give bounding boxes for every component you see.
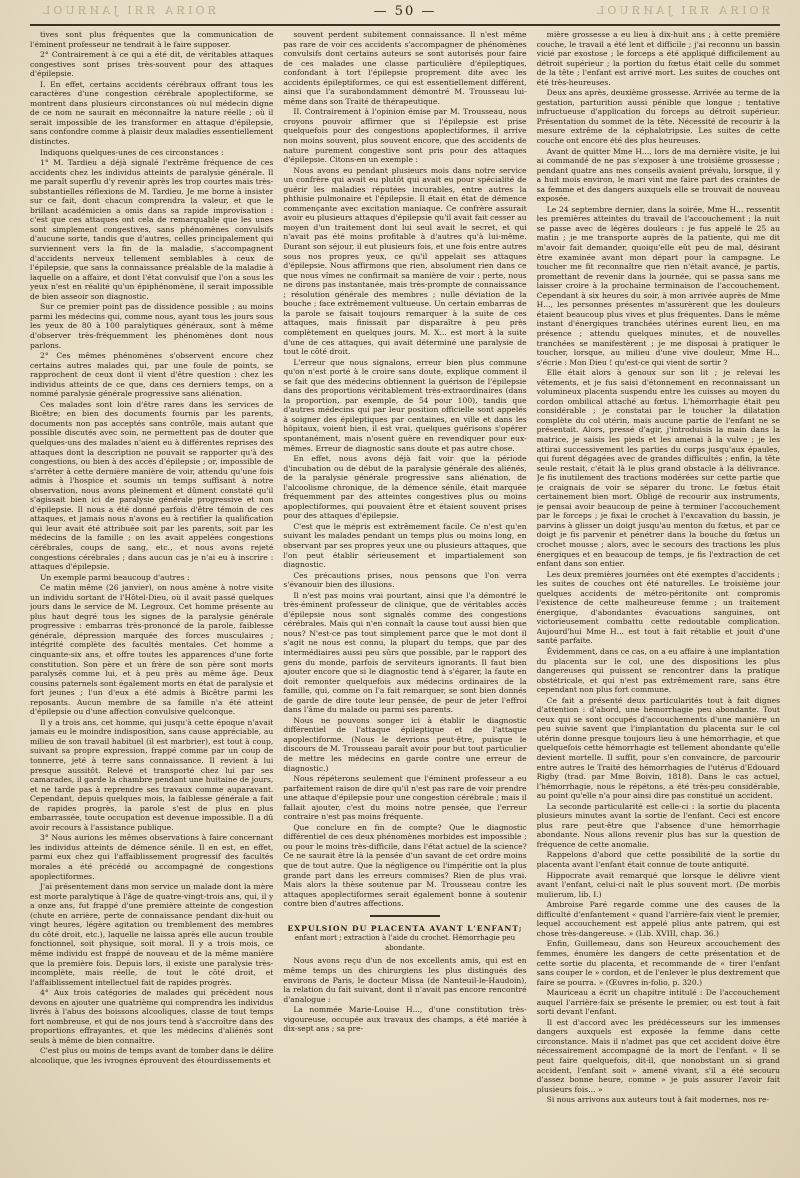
paragraph: tives sont plus fréquentes que la communication de l'éminent professeur ne tendrait à le faire supposer. bbox=[30, 30, 274, 49]
paragraph: Mauriceau a écrit un chapitre intitulé : De l'accouchement auquel l'arrière-faix se présente le premier, ou est tout à fait sorti devant l'enfant. bbox=[536, 988, 780, 1017]
paragraph: mière grossesse a eu lieu à dix-huit ans ; à cette première couche, le travail a été lent et difficile ; j'ai reconnu un bassin vicié par exostose ; le forceps a été appliqué difficilement au détroit supérieur ; la portion du fœtus était celle du sommet de la tête ; l'enfant est arrivé mort. Les suites de couches ont été très-heureuses. bbox=[536, 30, 780, 87]
paragraph: Sur ce premier point pas de dissidence possible ; au moins parmi les médecins qui, comme nous, ayant tous les jours sous les yeux de 80 à 100 paralytiques généraux, sont à même d'observer très-fréquemment les phénomènes dont nous parlons. bbox=[30, 302, 274, 350]
paragraph: Elle était alors à genoux sur son lit ; je relevai les vêtements, et je fus saisi d'étonnement en reconnaissant un volumineux placenta suspendu entre les cuisses au moyen du cordon ombilical attaché au fœtus. L'hémorrhagie était peu considérable ; je constatai par le toucher la dilatation complète du col utérin, mais aucune partie de l'enfant ne se présentait. Alors, pressé d'agir, j'introduisis la main dans la matrice, je saisis les pieds et les amenai à la vulve ; je les attirai successivement les parties du corps jusqu'aux épaules, qui furent dégagées avec de grandes difficultés ; enfin, la tête seule restait, c'était là le plus grand obstacle à la délivrance. Je fis inutilement des tractions modérées sur cette partie que je craignais de voir se séparer du tronc. Le fœtus était certainement bien mort. Obligé de recourir aux instruments, je pensai avoir beaucoup de peine à terminer l'accouchement par le forceps ; je fixai le crochet à l'excavation du bassin, je parvins à glisser un doigt jusqu'au menton du fœtus, et par ce doigt je fis parvenir et pénétrer dans la bouche du fœtus un crochet mousse ; alors, avec le secours des tractions les plus énergiques et en beaucoup de temps, je fis l'extraction de cet enfant dans son entier. bbox=[536, 368, 780, 569]
paragraph: 2° Contrairement à ce qui a été dit, de véritables attaques congestives sont prises très-souvent pour des attaques d'épilepsie. bbox=[30, 50, 274, 79]
bleed-through-text-left: ЯОІЯА ЯЯІ ЈАИЯUOL bbox=[40, 4, 217, 17]
column-right bbox=[537, 30, 780, 1170]
paragraph: 3° Nous aurions les mêmes observations à faire concernant les individus atteints de démence sénile. Il en est, en effet, parmi eux chez qui l'affaiblissement progressif des facultés morales a été précédé ou accompagné de congestions apoplectiformes. bbox=[30, 833, 274, 881]
section-title: EXPULSION DU PLACENTA AVANT L'ENFANT; bbox=[287, 923, 523, 933]
paragraph: Ambroise Paré regarde comme une des causes de la difficulté d'enfantement « quand l'arrière-faix vient le premier, lequel accouchement est appelé plius ante patrem, qui est chose très-dangereuse. » (Lib. XVIII, chap. 36.) bbox=[536, 900, 780, 938]
paragraph: Hippocrate avait remarqué que lorsque le délivre vient avant l'enfant, celui-ci naît le plus souvent mort. (De morbis mulierum, lib. I.) bbox=[536, 870, 780, 899]
paragraph: Ces malades sont loin d'être rares dans les services de Bicêtre; en bien des documents fournis par les parents, documents non pas acceptés sans contrôle, mais autant que possible discutés avec soin, ne permettent pas de douter que quelques-uns des malades n'aient eu à différentes reprises des attaques dont la description ne pouvait se rapporter qu'à des congestions, ou bien à des accès d'épilepsie ; or, impossible de s'arrêter à cette dernière manière de voir, attendu qu'une fois admis à l'hospice et soumis un temps suffisant à notre observation, nous avons pleinement et dûment constaté qu'il s'agissait bien ici de paralysie générale progressive et non d'épilepsie. Il nous a été donné parfois d'être témoin de ces attaques, et jamais nous n'avons eu à rectifier la qualification qui leur avait été attribuée soit par les parents, soit par les médecins de la famille ; on les avait appelées congestions cérébrales, coups de sang, etc., et nous avons rejeté congestions cérébrales ; dans aucun cas je n'ai eu à inscrire : attaques d'épilepsie. bbox=[30, 399, 274, 572]
paragraph: Les deux premières journées ont été exemptes d'accidents ; les suites de couches ont été naturelles. Le troisième jour quelques accidents de métro-péritonite ont compromis l'existence de cette malheureuse femme ; un traitement énergique, d'abondantes évacuations sanguines, ont victorieusement combattu cette redoutable complication. Aujourd'hui Mme H... est tout à fait rétablie et jouit d'une santé parfaite. bbox=[536, 569, 780, 646]
paragraph: Il y a trois ans, cet homme, qui jusqu'à cette époque n'avait jamais eu le moindre indisposition, sans cause appréciable, au milieu de son travail habituel (il est marbrier), est tout à coup, suivant sa propre expression, frappé comme par un coup de tonnerre, jeté à terre sans connaissance. Il revient à lui presque aussitôt. Relevé et transporté chez lui par ses camarades, il garde la chambre pendant une huitaine de jours, et ne tarde pas à reprendre ses travaux comme auparavant. Cependant, depuis quelques mois, la faiblesse générale a fait de rapides progrès, la parole s'est de plus en plus embarrassée, toute occupation est devenue impossible. Il a dû avoir recours à l'assistance publique. bbox=[30, 717, 274, 832]
paragraph: Indiquons quelques-unes de ces circonstances : bbox=[40, 147, 224, 157]
paragraph: Nous répéterons seulement que l'éminent professeur a eu parfaitement raison de dire qu'il n'est pas rare de voir prendre une attaque d'épilepsie pour une congestion cérébrale ; mais il fallait ajouter, c'est du moins notre pensée, que l'erreur contraire n'est pas moins fréquente. bbox=[283, 774, 527, 822]
header-rule bbox=[30, 24, 780, 26]
paragraph: Deux ans après, deuxième grossesse. Arrivée au terme de la gestation, parturition aussi pénible que longue ; tentative infructueuse d'application du forceps au détroit supérieur. Présentation du sommet de la tête. Nécessité de recourir à la mesure extrême de la céphalotripsie. Les suites de cette couche ont encore été des plus heureuses. bbox=[536, 88, 780, 146]
paragraph: 1° M. Tardieu a déjà signalé l'extrême fréquence de ces accidents chez les individus atteints de paralysie générale. Il me paraît superflu d'y revenir après les trop courtes mais très-substantielles réflexions de M. Tardieu. Je me borne à insister sur ce fait, dont chacun comprendra la valeur, et que le brillant académicien a omis dans sa rapide improvisation : c'est que ces attaques ont cela de remarquable que les unes sont simplement congestives, sans phénomènes convulsifs d'aucune sorte, tandis que d'autres, celles principalement qui surviennent vers la fin de la maladie, s'accompagnent d'accidents nerveux tellement semblables à ceux de l'épilepsie, que sans la connaissance préalable de la maladie à laquelle on a affaire, et dont l'état convulsif que l'on a sous les yeux n'est en réalité qu'un épiphénomène, il serait impossible de bien asseoir son diagnostic. bbox=[30, 158, 274, 301]
paragraph: I. En effet, certains accidents cérébraux offrant tous les caractères d'une congestion cérébrale apoplectiforme, se montrent dans plusieurs circonstances où nul médecin digne de ce nom ne saurait en méconnaître la nature réelle ; où il serait impossible de les transformer en attaque d'épilepsie, sans confondre comme à plaisir deux maladies essentiellement distinctes. bbox=[30, 79, 274, 147]
column-left bbox=[30, 30, 273, 1170]
paragraph: J'ai présentement dans mon service un malade dont la mère est morte paralytique à l'âge de quatre-vingt-trois ans, qui, il y a onze ans, fut frappé d'une première atteinte de congestion (chute en arrière, perte de connaissance pendant dix-huit ou vingt heures, légère agitation ou tremblement des membres du côté droit, etc.), laquelle ne laissa après elle aucun trouble fonctionnel, soit physique, soit moral. Il y a trois mois, ce même individu est frappé de nouveau et de la même manière que la première fois. Depuis lors, il existe une paralysie très-incomplète, mais réelle, de tout le côté droit, et l'affaiblissement intellectuel fait de rapides progrès. bbox=[30, 882, 274, 987]
paragraph: La seconde particularité est celle-ci : la sortie du placenta plusieurs minutes avant la sortie de l'enfant. Ceci est encore plus rare peut-être que l'absence d'une hémorrhagie abondante. Nous allons revenir plus bas sur la question de fréquence de cette anomalie. bbox=[536, 801, 780, 849]
paragraph: Rappelons d'abord que cette possibilité de la sortie du placenta avant l'enfant était connue de toute antiquité. bbox=[536, 850, 780, 870]
paragraph: C'est que le mépris est extrêmement facile. Ce n'est qu'en suivant les malades pendant un temps plus ou moins long, en observant par ses propres yeux une ou plusieurs attaques, que l'on peut établir sérieusement et impartialement son diagnostic. bbox=[283, 521, 527, 570]
paragraph: Il n'est pas moins vrai pourtant, ainsi que l'a démontré le très-éminent professeur de clinique, que de véritables accès d'épilepsie nous sont signalés comme des congestions cérébrales. Mais qui n'en connaît la cause tout aussi bien que nous? N'est-ce pas tout simplement parce que le mot dont il s'agit ne nous est connu, la plupart du temps, que par des intermédiaires aussi peu sûrs que possible, par le rapport des gens du monde, parfois de serviteurs ignorants. Il faut bien ajouter encore que si le diagnostic tend à s'égarer, la faute en doit remonter quelquefois aux médecins ordinaires de la famille, qui, comme on l'a fait remarquer, se sont bien donnés de garde de dire toute leur pensée, de peur de jeter l'effroi dans l'âme du malade ou parmi ses parents. bbox=[283, 590, 527, 715]
paragraph: Évidemment, dans ce cas, on a eu affaire à une implantation du placenta sur le col, une des dispositions les plus dangereuses qui puissent se rencontrer dans la pratique obstétricale, et qui n'est pas extrêmement rare, sans être cependant non plus fort commune. bbox=[536, 647, 780, 695]
paragraph: Que conclure en fin de compte? Que le diagnostic différentiel de ces deux phénomènes morbides est impossible ; ou pour le moins très-difficile, dans l'état actuel de la science? Ce ne saurait être là la pensée d'un savant de cet ordre moins que de tout autre. Que la négligence ou l'impéritie ont la plus grande part dans les erreurs commises? Rien de plus vrai. Mais alors la thèse soutenue par M. Trousseau contre les attaques apoplectiformes serait également bonne à soutenir contre bien d'autres affections. bbox=[283, 822, 527, 909]
page-header bbox=[30, 4, 780, 26]
paragraph: Si nous arrivons aux auteurs tout à fait modernes, nos re- bbox=[546, 1095, 770, 1105]
paragraph: En effet, nous avons déjà fait voir que la période d'incubation ou de début de la paralysie générale des aliénés, de la paralysie générale progressive sans aliénation, de l'alcoolisme chronique, de la démence sénile, était marquée fréquemment par des atteintes congestives plus ou moins apoplectiformes, qui pouvaient être et étaient souvent prises pour des attaques d'épilepsie. bbox=[283, 454, 527, 521]
paragraph: Le 24 septembre dernier, dans la soirée, Mme H... ressentit les premières atteintes du travail de l'accouchement ; la nuit se passe avec de légères douleurs : je fus appelé le 25 au matin ; je me transporte auprès de la patiente, qui me dit m'avoir fait demander, quoiqu'elle eût peu de mal, désirant être examinée avant mon départ pour la campagne. Le toucher me fit reconnaître que rien n'était avancé, je partis, promettant de revenir dans la journée, qui se passa sans me laisser croire à la prochaine terminaison de l'accouchement. Cependant à six heures du soir, à mon arrivée auprès de Mme H..., les personnes présentes m'assurèrent que les douleurs étaient beaucoup plus vives et plus fréquentes. Dans le même instant d'énergiques tranchées utérines eurent lieu, en ma présence ; attendu quelques minutes, et de nouvelles tranchées se manifestèrent ; je me disposai à pratiquer le toucher, lorsque, au milieu d'une vive douleur, Mme H... s'écrie : Mon Dieu ! qu'est-ce qui vient de sortir ? bbox=[536, 204, 780, 367]
paragraph: Un exemple parmi beaucoup d'autres : bbox=[40, 572, 190, 582]
paragraph: Enfin, Guillemeau, dans son Heureux accouchement des femmes, énumère les dangers de cette présentation et de cette sortie du placenta, et recommande de « tirer l'enfant sans couper le » cordon, et de l'enlever le plus dextrement que faire se pourra. » (Œuvres in-folio, p. 320.) bbox=[536, 939, 780, 987]
paragraph: Ce fait a présenté deux particularités tout à fait dignes d'attention : d'abord, une hémorrhagie peu abondante. Tout ceux qui se sont occupés d'accouchements d'une manière un peu suivie savent que l'implantation du placenta sur le col utérin donne presque toujours lieu à une hémorrhagie, et que quelquefois cette hémorrhagie est tellement abondante qu'elle devient mortelle. Il suffit, pour s'en convaincre, de parcourir entre autres le Traité des hémorrhagies de l'utérus d'Edouard Rigby (trad. par Mme Boivin, 1818). Dans le cas actuel, l'hémorrhagie, nous le répétons, a été très-peu considérable, au point qu'elle n'a pour ainsi dire pas constitué un accident. bbox=[536, 695, 780, 801]
paragraph: C'est plus ou moins de temps avant de tomber dans le délire alcoolique, que les ivrognes éprouvent des étourdissements et bbox=[30, 1046, 274, 1065]
paragraph: 4° Aux trois catégories de malades qui précèdent nous devons en ajouter une quatrième qui comprendra les individus livrés à l'abus des boissons alcooliques, classe de tout temps fort nombreuse, et qui de nos jours tend à s'accroître dans des proportions effrayantes, et que les médecins d'aliénés sont seuls à même de bien connaître. bbox=[30, 988, 274, 1045]
section-divider bbox=[283, 912, 526, 920]
column-middle bbox=[283, 30, 526, 1170]
paragraph: souvent perdent subitement connaissance. Il n'est même pas rare de voir ces accidents s'accompagner de phénomènes convulsifs dont certains auteurs se sont autorisés pour faire de ces malades une classe particulière d'épileptiques, confondant à tort l'épilepsie proprement dite avec les accidents épileptiformes, ce qui est essentiellement différent, ainsi que l'a surabondamment démontré M. Trousseau lui-même dans son Traité de thérapeutique. bbox=[283, 30, 527, 106]
page-number: — 50 — bbox=[373, 4, 437, 19]
paragraph: II. Contrairement à l'opinion émise par M. Trousseau, nous croyons pouvoir affirmer que si l'épilepsie est prise quelquefois pour des congestions apoplectiformes, il arrive non moins souvent, plus souvent encore, que des accidents de nature purement congestive sont pris pour des attaques d'épilepsie. Citons-en un exemple : bbox=[283, 107, 527, 165]
text-columns bbox=[30, 30, 780, 1170]
paragraph: L'erreur que nous signalons, erreur bien plus commune qu'on n'est porté à le croire sans doute, explique comment il se fait que des médecins obtiennent la guérison de l'épilepsie dans des proportions véritablement très-extraordinaires (dans la proportion, par exemple, de 54 pour 100), tandis que d'autres médecins qui par leur position officielle sont appelés à soigner des épileptiques par centaines, en ville et dans les hôpitaux, voient bien, il est vrai, quelques guérisons s'opérer spontanément, mais n'osent guère en revendiquer pour eux-mêmes. Erreur de diagnostic sans doute et pas autre chose. bbox=[283, 357, 527, 453]
paragraph: Il est d'accord avec les prédécesseurs sur les immenses dangers auxquels est exposée la femme dans cette circonstance. Mais il n'admet pas que cet accident doive être nécessairement accompagné de la mort de l'enfant. « Il se peut faire quelquefois, dit-il, que nonobstant un si grand accident, l'enfant soit » amené vivant, s'il a été secouru d'assez bonne heure, comme » je puis assurer l'avoir fait plusieurs fois... » bbox=[536, 1017, 780, 1094]
paragraph: Ce matin même (26 janvier), on nous amène à notre visite un individu sortant de l'Hôtel-Dieu, où il avait passé quelques jours dans le service de M. Legroux. Cet homme présente au plus haut degré tous les signes de la paralysie générale progressive : embarras très-prononcé de la parole, faiblesse générale, dépression marquée des forces musculaires ; intégrité complète des facultés mentales. Cet homme a cinquante-six ans, et offre toutes les apparences d'une forte constitution. Son père et un frère de son père sont morts paralysés comme lui, et à peu près au même âge. Deux cousins paternels sont également morts en état de paralysie et fort jeunes ; l'un d'eux a été admis à Bicêtre parmi les reposants. Aucun membre de sa famille n'a été atteint d'épilepsie ou d'une affection convulsive quelconque. bbox=[30, 583, 274, 717]
paragraph: Nous ne pouvons songer ici à établir le diagnostic différentiel de l'attaque épileptique et de l'attaque apoplectiforme. (Nous le devrions peut-être, puisque le discours de M. Trousseau paraît avoir pour but tout particulier de mettre les médecins en garde contre une erreur de diagnostic.) bbox=[283, 715, 527, 773]
paragraph: La nommée Marie-Louise H..., d'une constitution très-vigoureuse, occupée aux travaux des champs, a été mariée à dix-sept ans ; sa pre- bbox=[283, 1005, 527, 1034]
paragraph: Nous avons eu pendant plusieurs mois dans notre service un confrère qui avait eu plutôt qui avait eu pour spécialité de guérir les maladies réputées incurables, entre autres la phthisie pulmonaire et l'épilepsie. Il était en état de démence commençante avec excitation maniaque. Ce confrère assurait avoir eu plusieurs attaques d'épilepsie qu'il avait fait cesser au moyen d'un traitement dont lui seul avait le secret, et qui n'avait pas été moins profitable à d'autres qu'à lui-même. Durant son séjour, il eut plusieurs fois, et une fois entre autres sous nos propres yeux, ce qu'il appelait ses attaques d'épilepsie. Nous affirmons que rien, absolument rien dans ce que nous vîmes ne confirmait sa manière de voir : perte, nous ne dirons pas instantanée, mais très-prompte de connaissance ; résolution générale des membres ; nulle déviation de la bouche ; face extrêmement vultueuse. Un certain embarras de la parole se faisait toujours remarquer à la suite de ces attaques, mais finissait par disparaître à peu près complètement en quelques jours. M. X... est mort à la suite d'une de ces attaques, qui avait déterminé une paralysie de tout le côté droit. bbox=[283, 165, 527, 357]
paragraph: Avant de quitter Mme H..., lors de ma dernière visite, je lui ai commandé de ne pas s'exposer à une troisième grossesse ; pendant quatre ans mes conseils avaient prévalu, lorsque, il y a huit mois environ, le mari vint me faire part des craintes de sa femme et des dangers auxquels elle se trouvait de nouveau exposée. bbox=[536, 146, 780, 204]
paragraph: Nous avons reçu d'un de nos excellents amis, qui est en même temps un des chirurgiens les plus distingués des environs de Paris, le docteur Missa (de Nanteuil-le-Haudoin), la relation du fait suivant, dont il n'avait pas encore rencontré d'analogue : bbox=[283, 956, 527, 1004]
paragraph: Ces précautions prises, nous pensons que l'on verra s'évanouir bien des illusions. bbox=[283, 570, 527, 590]
paragraph: 2° Ces mêmes phénomènes s'observent encore chez certains autres malades qui, par une foule de points, se rapprochent de ceux dont il vient d'être question : chez les individus atteints de ce que, dans ces derniers temps, on a nommé paralysie générale progressive sans aliénation. bbox=[30, 351, 274, 399]
bleed-through-text-right: ЯОІЯА ЯЯІ ЈАИЯUOL bbox=[593, 4, 770, 17]
section-subtitle: enfant mort ; extraction à l'aide du crochet. Hémorrhagie peu abondante. bbox=[294, 934, 516, 952]
